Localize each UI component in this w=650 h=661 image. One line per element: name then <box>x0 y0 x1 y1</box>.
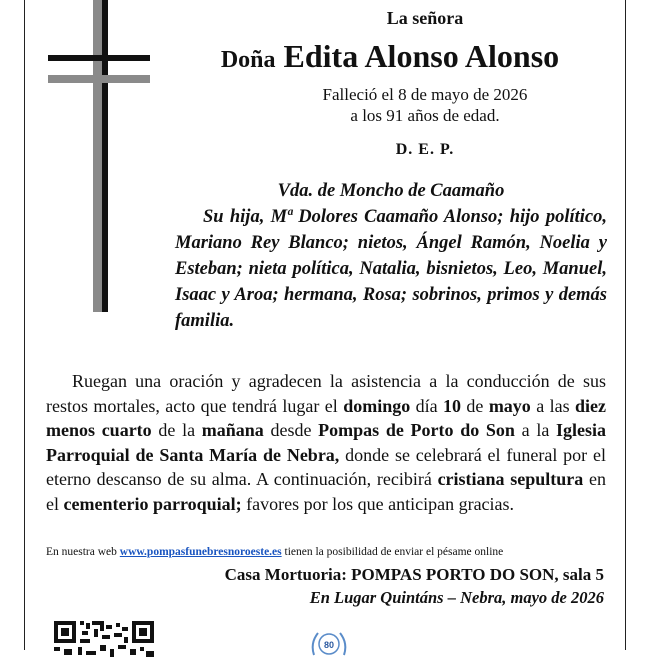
family-block <box>175 178 607 334</box>
body-text: de <box>461 395 489 416</box>
web-link[interactable]: www.pompasfunebresnoroeste.es <box>119 546 282 558</box>
ceremony-text <box>46 369 606 516</box>
body-bold: diez menos cuarto <box>46 395 606 440</box>
death-date: Falleció el 8 de mayo de 2026 <box>322 85 528 104</box>
qr-code-icon <box>54 621 154 661</box>
funeral-logo-icon <box>308 629 350 659</box>
body-text: a la <box>514 420 556 440</box>
cross-horizontal-black <box>48 55 150 61</box>
body-text: Ruegan una oración y agradecen la asistencia a la conducción de sus restos mortales, acto que tendrá lugar el <box>46 371 606 416</box>
frame-left-border <box>24 0 25 650</box>
body-bold: cementerio parroquial; <box>63 493 242 514</box>
cross-vertical-gray <box>93 0 102 312</box>
body-text: en el <box>46 469 606 514</box>
body-text: desde <box>263 420 319 440</box>
intro-text: La señora <box>386 8 464 28</box>
name-main: Edita Alonso Alonso <box>283 38 560 74</box>
death-info <box>245 84 605 126</box>
cross-horizontal-gray <box>48 75 150 83</box>
cross-vertical-black <box>102 0 108 312</box>
place-date: En Lugar Quintáns – Nebra, mayo de 2026 <box>309 588 604 607</box>
deceased-name <box>160 38 620 75</box>
death-age: a los 91 años de edad. <box>350 106 500 125</box>
relatives-text: Su hija, Mª Dolores Caamaño Alonso; hijo político, Mariano Rey Blanco; nietos, Ángel Ramón, Noelia y Esteban; nieta política, Natalia, bisnietos, Leo, Manuel, Isaac y Aroa; hermana, Rosa; sobrinos, primos y demás familia. <box>175 207 607 331</box>
body-text: a las <box>530 395 575 416</box>
body-bold: mayo <box>488 395 531 416</box>
body-text: de la <box>151 420 202 440</box>
body-bold: Iglesia Parroquial de Santa María de Nebra, <box>46 420 607 465</box>
body-bold: cristiana sepultura <box>437 469 584 489</box>
web-text-before: En nuestra web <box>46 546 120 558</box>
frame-right-border <box>625 0 626 650</box>
name-prefix: Doña <box>220 47 276 73</box>
body-text: donde se celebrará el funeral por el eterno descanso de su alma. A continuación, recibirá <box>46 444 606 489</box>
body-bold: domingo <box>343 395 411 416</box>
dep-text: D. E. P. <box>395 141 455 158</box>
web-text-after: tienen la posibilidad de enviar el pésame online <box>281 546 504 558</box>
body-text: favores por los que anticipan gracias. <box>241 493 515 514</box>
body-text: día <box>410 395 444 416</box>
funeral-home: Casa Mortuoria: POMPAS PORTO DO SON, sala 5 <box>224 565 604 584</box>
widow-line: Vda. de Moncho de Caamaño <box>277 181 505 201</box>
body-bold: 10 <box>443 395 462 416</box>
logo-number: 80 <box>323 640 335 650</box>
body-bold: Pompas de Porto do Son <box>318 420 515 440</box>
web-notice <box>46 546 503 558</box>
body-bold: mañana <box>201 420 264 440</box>
